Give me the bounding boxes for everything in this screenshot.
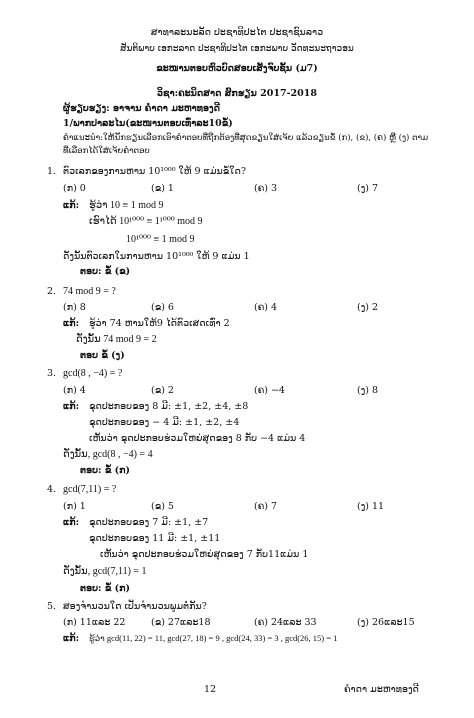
section-title: 1/ພາກປາລະໄນ(ຂະໜານຕອບເທົ່າລະ10ຂໍ້) (63, 118, 233, 129)
question-text: 74 mod 9 = ? (63, 286, 116, 297)
instructions-line-2: ທີ່ເລືອກໄດ້ໃສ່ເຈ້ຍຄຳຕອບ (63, 146, 150, 156)
solution-line: ຂຸດປະກອບຂອງ − 4 ມີ: ±1, ±2, ±4 (89, 417, 240, 428)
option-d: (ງ) 11 (357, 501, 385, 512)
option-c: (ຄ) 24ແລະ 33 (254, 617, 317, 628)
question-number: 1. (47, 166, 57, 177)
solution-label: ແກ້: (63, 517, 80, 528)
header-line-1: ສາທາລະນະລັດ ປະຊາທິປະໄຕ ປະຊາຊົນລາວ (150, 27, 324, 38)
solution-line: ຂຸດປະກອບຂອງ 7 ມີ: ±1, ±7 (89, 517, 209, 528)
option-c: (ຄ) 3 (254, 183, 278, 194)
subject-year: ວິຊາ:ຄະນິດສາດ ສົກຮຽນ 2017-2018 (157, 88, 317, 99)
page-number: 12 (204, 684, 217, 695)
option-c: (ຄ) 4 (254, 302, 278, 313)
option-b: (ຂ) 2 (151, 385, 174, 396)
question-text: gcd(8 , −4) = ? (63, 368, 123, 379)
solution-line: ດັ່ງນັ້ນ, gcd(7,11) = 1 (63, 566, 147, 577)
option-d: (ງ) 26ແລະ15 (357, 617, 415, 628)
option-a: (ກ) 8 (63, 302, 86, 313)
solution-line: ດັ່ງນັ້ນ, gcd(8 , −4) = 4 (63, 449, 153, 460)
instructions-line-1: ຄຳແນະນຳ:ໃຫ້ນັກຮຽນເລືອກເອົາຄຳຕອບທີ່ຖືກຕ້ອງທີ່ສຸດຂຽນໃສ່ເຈ້ຍ ແລ້ວຂຽນຂໍ້ (ກ), (ຂ), (ຄ) ຫຼື (ງ) ຕາມ (63, 133, 429, 143)
solution-label: ແກ້: (63, 318, 80, 329)
solution-line: ຮູ້ວ່າ 10 ≡ 1 mod 9 (89, 200, 164, 211)
header-line-2: ສັນຕິພາບ ເອກະລາດ ປະຊາທິປະໄຕ ເອກະພາບ ວັດທະນະຖາວອນ (120, 44, 354, 54)
option-a: (ກ) 11ແລະ 22 (63, 617, 126, 628)
answer: ຕອບ: ຂໍ້ (ກ) (80, 583, 131, 594)
solution-line: ເຫັນວ່າ ຂຸດປະກອບຮ່ວມໃຫຍ່ສຸດຂອງ 7 ກັບ11ແມ່ນ 1 (100, 549, 309, 560)
question-text: gcd(7,11) = ? (63, 484, 117, 495)
option-b: (ຂ) 1 (151, 183, 174, 194)
option-b: (ຂ) 5 (151, 501, 174, 512)
option-d: (ງ) 8 (357, 385, 379, 396)
solution-line: ຂຸດປະກອບຂອງ 11 ມີ: ±1, ±11 (89, 533, 221, 544)
option-a: (ກ) 4 (63, 385, 86, 396)
solution-label: ແກ້: (63, 200, 80, 211)
solution-line: ເຫັນວ່າ ຂຸດປະກອບຮ່ວມໃຫຍ່ສຸດຂອງ 8 ກັບ −4 ແມ່ນ 4 (89, 433, 306, 444)
solution-label: ແກ້: (63, 633, 80, 644)
option-a: (ກ) 1 (63, 501, 86, 512)
answer: ຕອບ ຂໍ້ (ງ) (80, 350, 125, 361)
solution-line: 10¹⁰⁰⁰ ≡ 1 mod 9 (126, 234, 195, 245)
solution-line: ເຮົາໄດ້ 10¹⁰⁰⁰ ≡ 1¹⁰⁰⁰ mod 9 (89, 216, 203, 227)
solution-line: ຂຸດປະກອບຂອງ 8 ມີ: ±1, ±2, ±4, ±8 (89, 401, 249, 412)
option-d: (ງ) 7 (357, 183, 379, 194)
option-c: (ຄ) −4 (254, 385, 285, 396)
question-number: 3. (47, 368, 57, 379)
question-number: 2. (47, 286, 57, 297)
option-c: (ຄ) 7 (254, 501, 278, 512)
answer: ຕອບ: ຂໍ້ (ຂ) (80, 266, 131, 277)
question-text: ສອງຈຳນວນໃດ ເປັນຈຳນວນພູມຕໍ່ກັນ? (63, 601, 207, 612)
question-number: 4. (47, 484, 57, 495)
option-b: (ຂ) 6 (151, 302, 174, 313)
option-d: (ງ) 2 (357, 302, 379, 313)
solution-line: ຮູ້ວ່າ 74 ຫານໃຫ້9 ໄດ້ຕົວເສດເທົ່າ 2 (89, 318, 230, 329)
question-text: ຕົວເລກຂອງການຫານ 10¹⁰⁰⁰ ໃຫ້ 9 ແມ່ນຂໍ້ໃດ? (63, 166, 246, 177)
answer: ຕອບ: ຂໍ້ (ກ) (80, 465, 131, 476)
document-title: ຂະໜານຕອບຫົວບົດສອບເສັງຈົບຊັ້ນ (ມ7) (156, 63, 318, 74)
option-b: (ຂ) 27ແລະ18 (151, 617, 211, 628)
solution-line: ດັ່ງນັ້ນ 74 mod 9 = 2 (76, 334, 157, 345)
author-line: ຜູ້ຮຽບຮຽງ: ອາຈານ ຄຳດາ ມະຫາທອງດີ (63, 103, 220, 114)
solution-label: ແກ້: (63, 401, 80, 412)
solution-line: ຮູ້ວ່າ gcd(11, 22) = 11, gcd(27, 18) = 9 , gcd(24, 33) = 3 , gcd(26, 15) = 1 (89, 633, 338, 643)
question-number: 5. (47, 601, 57, 612)
footer-author: ຄຳດາ ມະຫາທອງດີ (344, 684, 419, 695)
solution-line: ດັ່ງນັ້ນຕົວເລກໃນການຫານ 10¹⁰⁰⁰ ໃຫ້ 9 ແມ່ນ 1 (63, 251, 250, 262)
option-a: (ກ) 0 (63, 183, 86, 194)
